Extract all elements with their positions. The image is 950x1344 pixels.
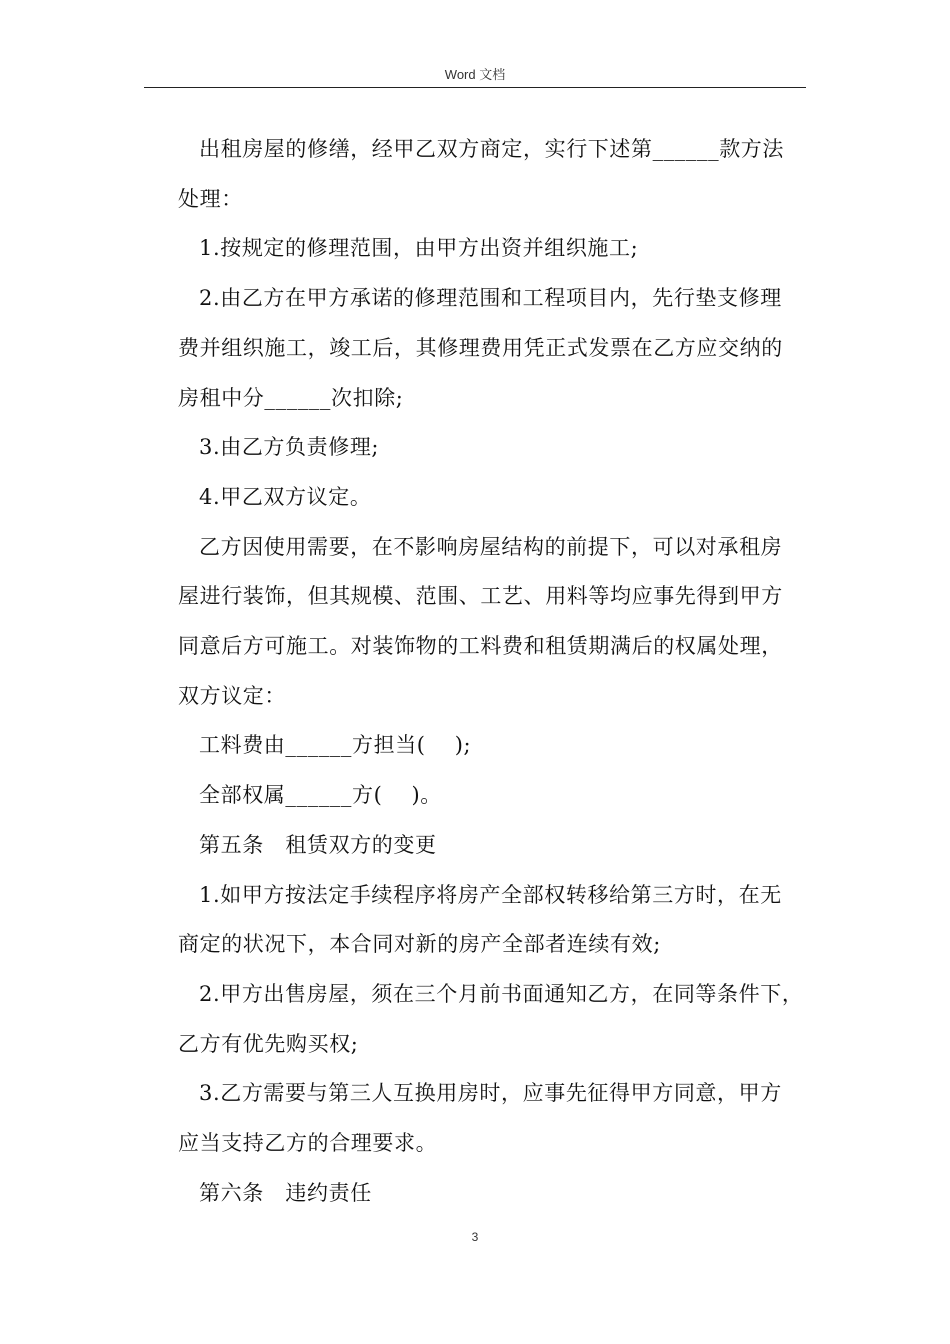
text-line: 房租中分______次扣除; <box>178 385 404 410</box>
text-line: 4.甲乙双方议定。 <box>199 484 372 509</box>
text-line: 工料费由______方担当( ); <box>199 733 472 758</box>
text-line: 乙方有优先购买权; <box>178 1031 359 1056</box>
text-line: 1.按规定的修理范围，由甲方出资并组织施工; <box>199 236 639 261</box>
document-body <box>178 125 806 1218</box>
page-number: 3 <box>471 1230 479 1244</box>
text-line: 3.乙方需要与第三人互换用房时，应事先征得甲方同意，甲方 <box>199 1081 782 1106</box>
text-line: 2.甲方出售房屋，须在三个月前书面通知乙方，在同等条件下， <box>199 981 804 1006</box>
text-line: 费并组织施工，竣工后，其修理费用凭正式发票在乙方应交纳的 <box>178 335 783 360</box>
text-line: 处理： <box>178 186 243 211</box>
header-rule <box>144 87 806 88</box>
text-line: 3.由乙方负责修理; <box>199 435 380 460</box>
text-line: 双方议定： <box>178 683 286 708</box>
page-header: Word 文档 <box>444 67 506 82</box>
text-line: 1.如甲方按法定手续程序将房产全部权转移给第三方时，在无 <box>199 882 782 907</box>
text-line: 商定的状况下，本合同对新的房产全部者连续有效; <box>178 932 661 957</box>
text-line: 2.由乙方在甲方承诺的修理范围和工程项目内，先行垫支修理 <box>199 286 782 311</box>
text-line: 第六条 违约责任 <box>199 1180 372 1205</box>
text-line: 乙方因使用需要，在不影响房屋结构的前提下，可以对承租房 <box>199 534 783 559</box>
text-line: 应当支持乙方的合理要求。 <box>178 1131 438 1156</box>
text-line: 屋进行装饰，但其规模、范围、工艺、用料等均应事先得到甲方 <box>178 584 783 609</box>
text-line: 第五条 租赁双方的变更 <box>199 832 437 857</box>
text-line: 同意后方可施工。对装饰物的工料费和租赁期满后的权属处理， <box>178 634 783 659</box>
text-line: 全部权属______方( )。 <box>199 783 442 808</box>
text-line: 出租房屋的修缮，经甲乙双方商定，实行下述第______款方法 <box>199 137 784 161</box>
